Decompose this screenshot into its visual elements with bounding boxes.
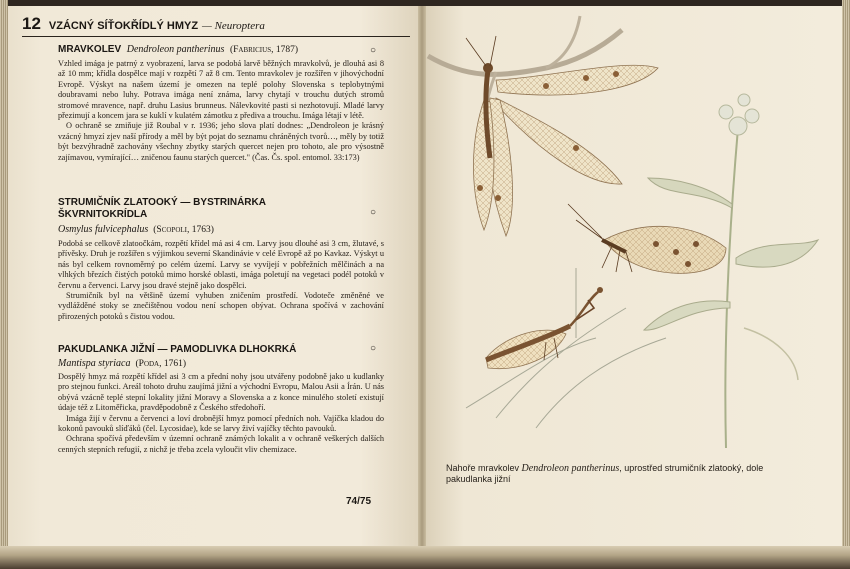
osmylus-fulvicephalus-illustration xyxy=(568,204,726,273)
protection-circle-icon: ○ xyxy=(370,343,377,354)
chapter-title: VZÁCNÝ SÍŤOKŘÍDLÝ HMYZ xyxy=(48,20,199,32)
species-name: MRAVKOLEV xyxy=(58,44,122,55)
protection-circle-icon: ○ xyxy=(370,45,377,56)
species-name: STRUMIČNÍK ZLATOOKÝ — BYSTRINÁRKA ŠKVRNITOKRÍDLA xyxy=(58,197,266,220)
branch-illustration xyxy=(428,16,622,118)
species-paragraph: Imága žijí v červnu a červenci a loví drobnější hmyz pomocí předních noh. Vajíčka kladou do kokonů pavouků slíďáků (čel. Lycosidae), kde se larvy živí vajíčky těchto pavouků. xyxy=(58,413,384,434)
protection-circle-icon: ○ xyxy=(370,207,377,218)
species-scientific-name: Mantispa styriaca xyxy=(58,358,131,369)
species-name: PAKUDLANKA JIŽNÍ — PAMODLIVKA DLHOKRKÁ xyxy=(58,344,297,355)
caption-species: Dendroleon pantherinus xyxy=(521,463,620,474)
species-paragraph: Vzhled imága je patrný z vyobrazení, larva se podobá larvě běžných mravkolvů, je dlouhá asi 8 až 10 mm; křídla dospělce mají v rozpětí 7 až 8 cm. Tento mravkolev je rozšířen v jihovýchodní Evropě. Výskyt na našem území je omezen na teplé polohy Slovenska s teplobytnými doubravami nebo luhy. Potrava imága není známa, larvy chytají v trouchu dutých stromů stromové mravence, např. druhu Lasius brunneus. Nálevkovité pasti si nezhotovují. Mladé larvy přezimují a koncem jara se kuklí v kulatém zámotku z přediva a trouchu. Imága létají v létě. xyxy=(58,59,384,121)
species-scientific-name: Dendroleon pantherinus xyxy=(126,44,225,55)
page-number: 12 xyxy=(22,14,41,33)
species-author: (Poda, 1761) xyxy=(135,359,187,369)
chapter-subtitle: Neuroptera xyxy=(214,20,265,32)
species-entry-strumicnik xyxy=(58,197,384,322)
page-stack-left xyxy=(0,0,8,569)
page-header: 12 VZÁCNÝ SÍŤOKŘÍDLÝ HMYZ — Neuroptera xyxy=(22,14,265,33)
species-paragraph: Podobá se celkově zlatoočkám, rozpětí křídel má asi 4 cm. Larvy jsou dlouhé asi 3 cm, žlutavé, s přívěsky. Druh je rozšířen s výjimkou severní Skandinávie v celé Evropě až po Kavkaz. Výskyt u nás byl celkem rovnoměrný po celém území. Larvy se vyvíjejí v pobřežních mělčinách a na vlhkých březích čistých potoků mimo horské oblasti, imága poletují na vegetaci podél potoků v červnu a červenci. Larvy jsou dravé stejně jako dospělci. xyxy=(58,239,384,290)
book-bottom-edge xyxy=(0,546,850,569)
species-paragraph: Strumičník byl na většině území vyhuben zničením prostředí. Vodoteče změněné ve vydlážděné stoky se znečištěnou vodou není schopen obývat. Ochrana spočívá v zachování přirozených potoků s čistou vodou. xyxy=(58,291,384,321)
species-paragraph: Ochrana spočívá především v územní ochraně známých lokalit a v ochraně veškerých dalších cenných stepních refugií, z nichž je třeba zcela vyloučit vliv chemizace. xyxy=(58,434,384,454)
species-entry-mravkolev xyxy=(58,44,384,163)
page-stack-right xyxy=(842,0,850,569)
species-paragraph: Dospělý hmyz má rozpětí křídel asi 3 cm a přední nohy jsou utvářeny podobně jako u kudlanky pro stejnou funkci. Areál tohoto druhu zaujímá jižní a východní Evropu, Malou Asii a Írán. U nás obývá vzácně teplé stepní lokality jižní Moravy a Slovenska a z konce minulého století existují údaje též z Litoměřicka, pravděpodobně z Českého středohoří. xyxy=(58,372,384,413)
book-gutter xyxy=(418,6,426,546)
mantispa-styriaca-illustration xyxy=(486,287,603,369)
illustration-caption xyxy=(446,463,786,485)
caption-prefix: Nahoře mravkolev xyxy=(446,463,520,473)
header-rule xyxy=(22,36,410,37)
caption-suffix: , uprostřed strumičník zlatooký, dole pakudlanka jižní xyxy=(446,463,764,484)
species-scientific-name: Osmylus fulvicephalus xyxy=(58,224,149,235)
folio: 74/75 xyxy=(346,496,372,507)
species-author: (Scopoli, 1763) xyxy=(153,225,214,235)
species-paragraph: O ochraně se zmiňuje již Roubal v r. 1936; jeho slova platí dodnes: „Dendroleon je krásný vzácný hmyzí zjev naší přírody a měl by být pojat do seznamu chráněných tvorů…, měly by totiž být bezvýhradně zachovány všechny zbytky starých quercet nejen pro tohoto, ale pro výsostně zajímavou, vymírající… zničenou faunu starých quercet." (Čas. Čs. spol. entomol. 33:173) xyxy=(58,121,384,162)
species-entry-pakudlanka xyxy=(58,344,384,455)
species-author: (Fabricius, 1787) xyxy=(229,45,299,55)
insect-illustration xyxy=(426,8,836,448)
